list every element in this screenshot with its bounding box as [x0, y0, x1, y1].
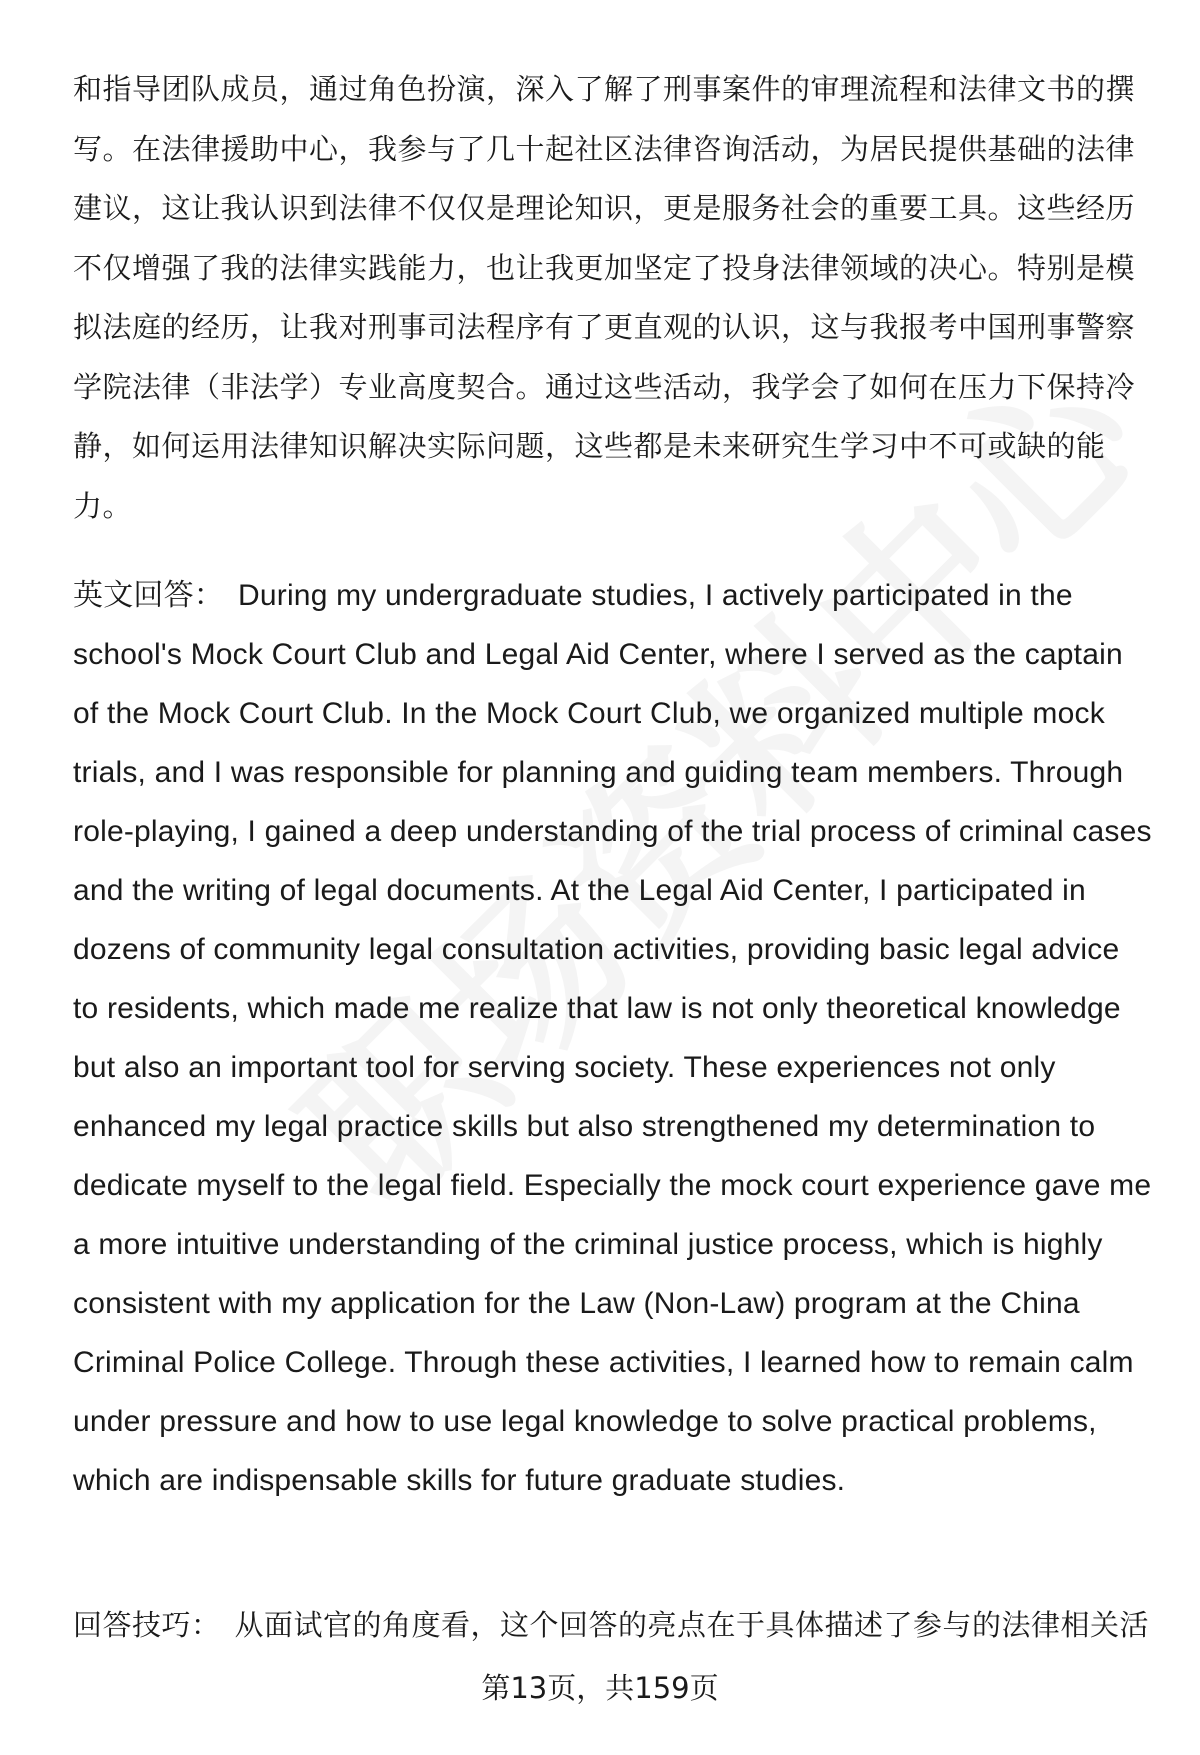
page-number-footer: 第13页，共159页 — [481, 1671, 719, 1705]
english-answer-paragraph — [73, 566, 1153, 1510]
english-answer-text: During my undergraduate studies, I actively participated in the school's Mock Court Club and Legal Aid Center, where I served as the captain of the Mock Court Club. In the Mock Court Club, we organized multiple mock trials, and I was responsible for planning and guiding team members. Through role-playing, I gained a deep understanding of the trial process of criminal cases and the writing of legal documents. At the Legal Aid Center, I participated in dozens of community legal consultation activities, providing basic legal advice to residents, which made me realize that law is not only theoretical knowledge but also an important tool for serving society. These experiences not only enhanced my legal practice skills but also strengthened my determination to dedicate myself to the legal field. Especially the mock court experience gave me a more intuitive understanding of the criminal justice process, which is highly consistent with my application for the Law (Non-Law) program at the China Criminal Police College. Through these activities, I learned how to remain calm under pressure and how to use legal knowledge to solve practical problems, which are indispensable skills for future graduate studies. — [73, 579, 1152, 1497]
answer-tip-paragraph — [73, 1596, 1153, 1655]
chinese-answer-paragraph: 和指导团队成员，通过角色扮演，深入了解了刑事案件的审理流程和法律文书的撰写。在法律援助中心，我参与了几十起社区法律咨询活动，为居民提供基础的法律建议，这让我认识到法律不仅仅是理论知识，更是服务社会的重要工具。这些经历不仅增强了我的法律实践能力，也让我更加坚定了投身法律领域的决心。特别是模拟法庭的经历，让我对刑事司法程序有了更直观的认识，这与我报考中国刑事警察学院法律（非法学）专业高度契合。通过这些活动，我学会了如何在压力下保持冷静，如何运用法律知识解决实际问题，这些都是未来研究生学习中不可或缺的能力。 — [73, 72, 1136, 523]
answer-tip-label: 回答技巧： — [73, 1608, 221, 1642]
english-answer-label: 英文回答： — [73, 579, 224, 612]
answer-tip-text: 从面试官的角度看，这个回答的亮点在于具体描述了参与的法律相关活 — [234, 1608, 1150, 1642]
